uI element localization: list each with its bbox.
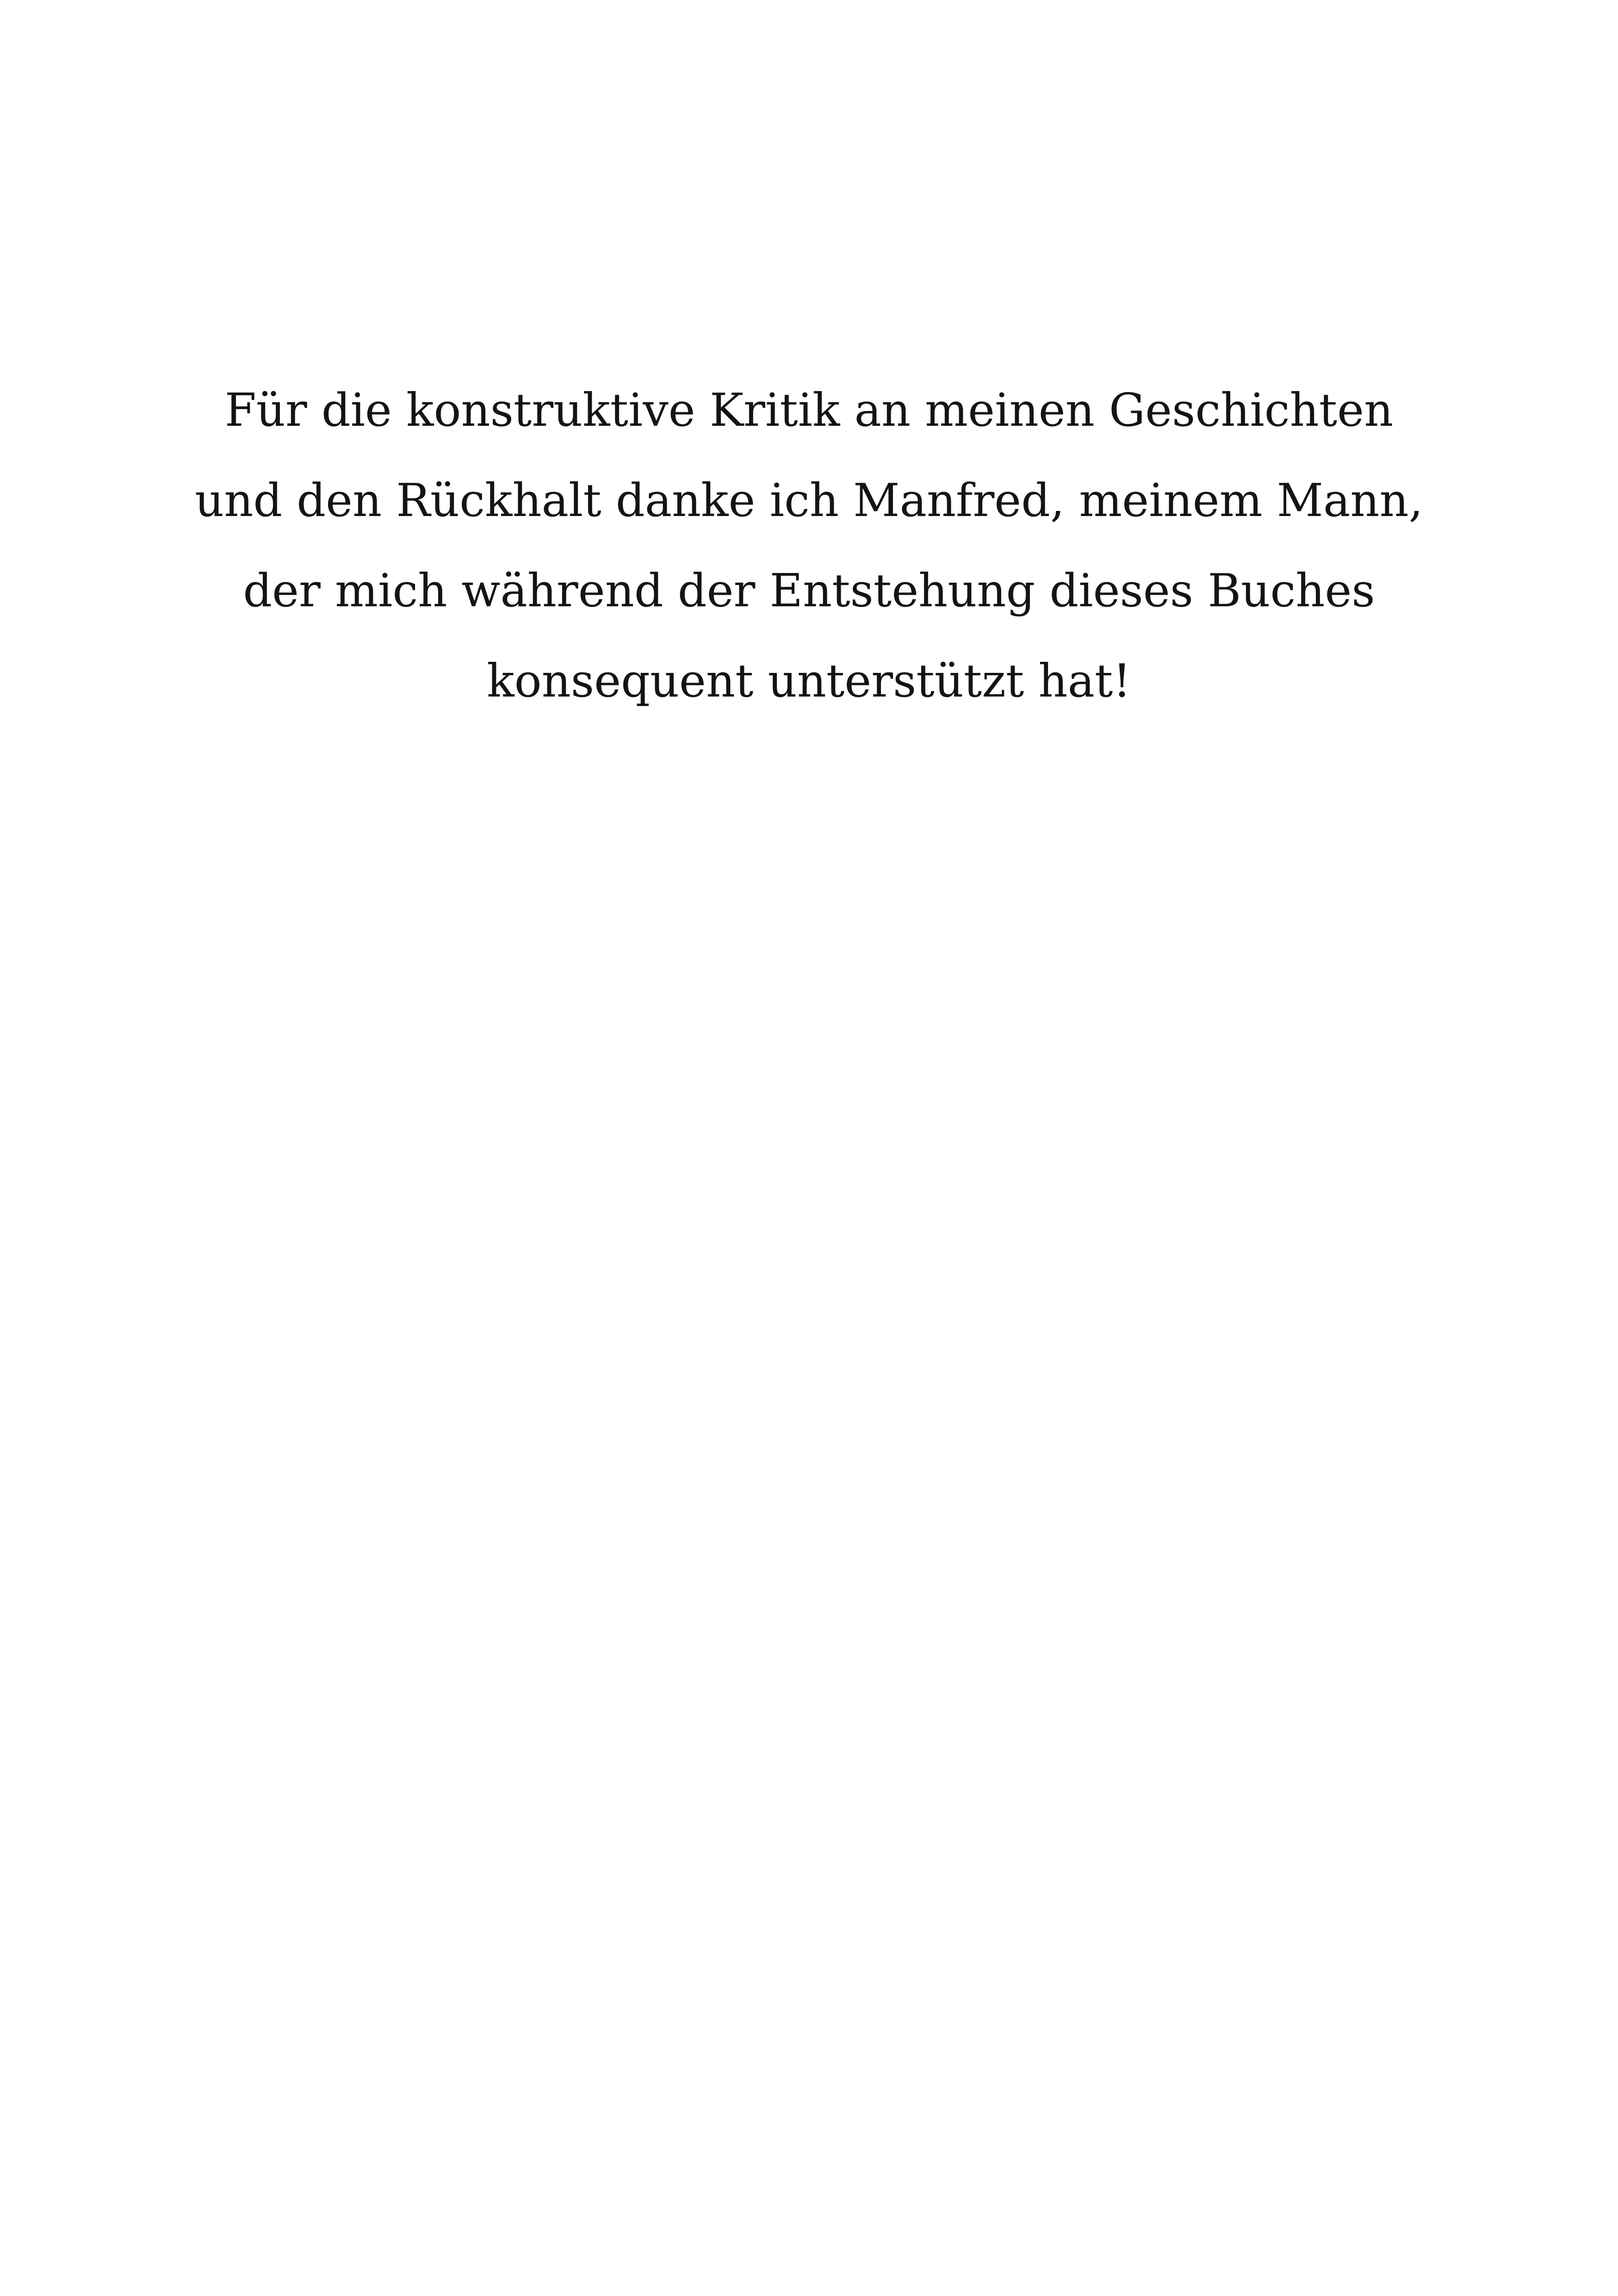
dedication-text bbox=[0, 366, 1618, 727]
dedication-line-3: der mich während der Entstehung dieses Buches bbox=[243, 565, 1375, 617]
dedication-line-1: Für die konstruktive Kritik an meinen Geschichten bbox=[224, 384, 1394, 437]
dedication-line-4: konsequent unterstützt hat! bbox=[487, 655, 1131, 708]
dedication-line-2: und den Rückhalt danke ich Manfred, meinem Mann, bbox=[195, 474, 1423, 527]
